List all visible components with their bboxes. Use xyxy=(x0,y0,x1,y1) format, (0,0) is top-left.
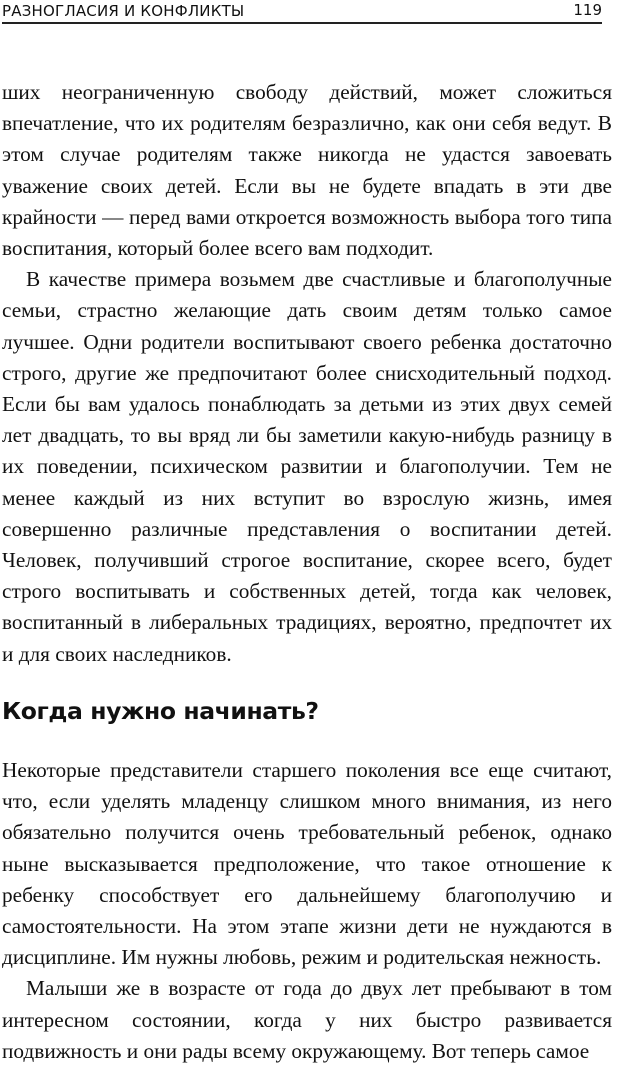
paragraph: ших неограниченную свободу действий, может сложиться впечатление, что их родителям безразлично, как они себя ведут. В этом случае родителям также никогда не удастся завоевать уважение своих детей. Если вы не будете впадать в эти две крайности — перед вами откроется возможность выбора того типа воспитания, который более всего вам подходит. xyxy=(2,80,612,261)
text-block-section xyxy=(2,755,612,1067)
running-title: РАЗНОГЛАСИЯ И КОНФЛИКТЫ xyxy=(2,2,245,20)
paragraph: Малыши же в возрасте от года до двух лет пребывают в том интересном состоянии, когда у них быстро развивается подвижность и они рады всему окружающему. Вот теперь самое xyxy=(2,976,612,1063)
paragraph: Некоторые представители старшего поколения все еще считают, что, если уделять младенцу слишком много внимания, из него обязательно получится очень требовательный ребенок, однако ныне высказывается предположение, что такое отношение к ребенку способствует его дальнейшему благополучию и самостоятельности. На этом этапе жизни дети не нуждаются в дисциплине. Им нужны любовь, режим и родительская нежность. xyxy=(2,758,612,970)
text-block-continued xyxy=(2,77,612,670)
running-header xyxy=(2,0,602,24)
section-heading: Когда нужно начинать? xyxy=(2,697,319,725)
paragraph: В качестве примера возьмем две счастливые и благополучные семьи, страстно желающие дать своим детям только самое лучшее. Одни родители воспитывают своего ребенка достаточно строго, другие же предпочитают более снисходительный подход. Если бы вам удалось понаблюдать за детьми из этих двух семей лет двадцать, то вы вряд ли бы заметили какую-нибудь разницу в их поведении, психическом развитии и благополучии. Тем не менее каждый из них вступит во взрослую жизнь, имея совершенно различные представления о воспитании детей. Человек, получивший строгое воспитание, скорее всего, будет строго воспитывать и собственных детей, тогда как человек, воспитанный в либеральных традициях, вероятно, предпочтет их и для своих наследников. xyxy=(2,267,612,666)
page-number: 119 xyxy=(573,1,602,19)
